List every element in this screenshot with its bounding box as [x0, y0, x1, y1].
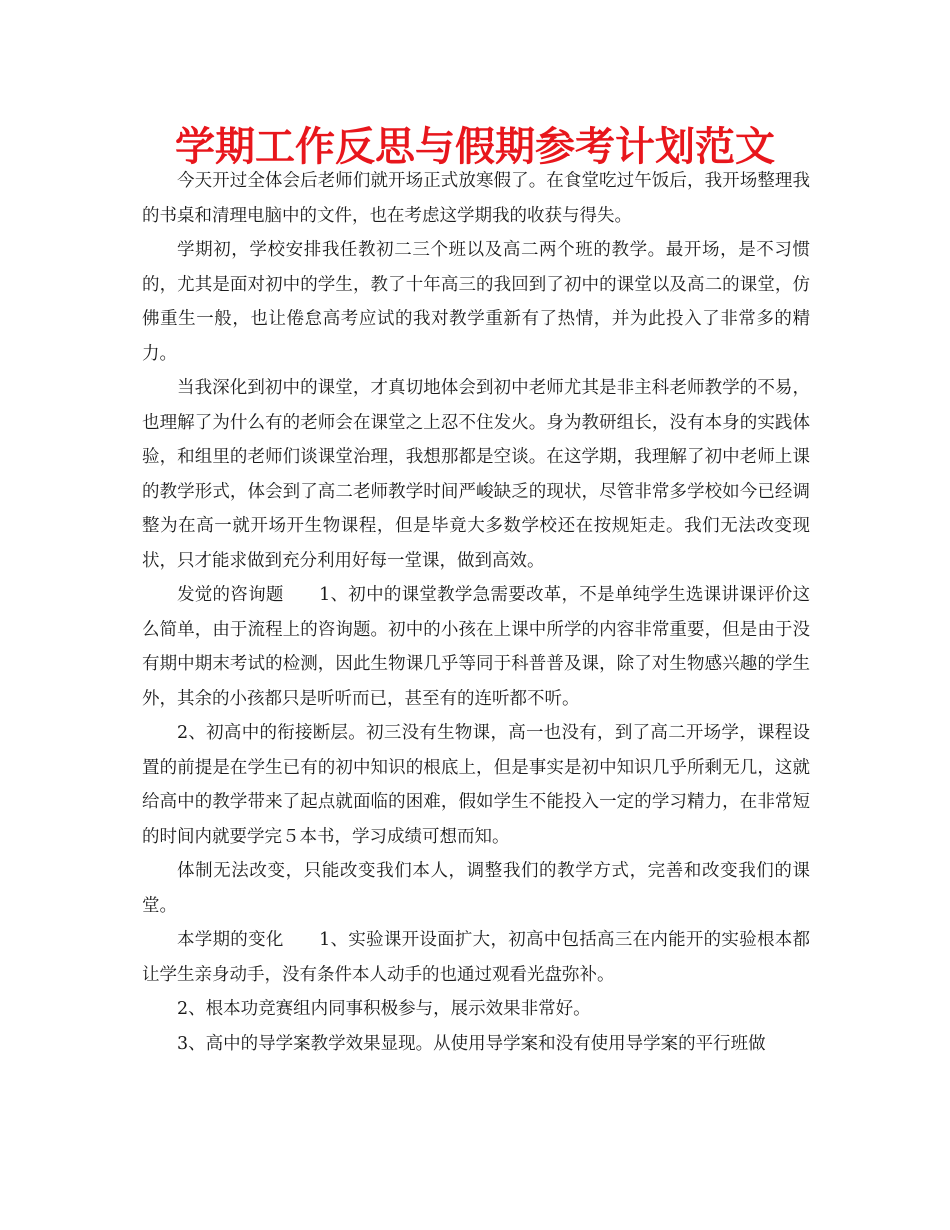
paragraph: 今天开过全体会后老师们就开场正式放寒假了。在食堂吃过午饭后，我开场整理我的书桌和清理电脑中的文件，也在考虑这学期我的收获与得失。 — [142, 171, 810, 226]
paragraph: 发觉的咨询题 1、初中的课堂教学急需要改革，不是单纯学生选课讲课评价这么简单，由于流程上的咨询题。初中的小孩在上课中所学的内容非常重要，但是由于没有期中期末考试的检测，因此生物课几乎等同于科普普及课，除了对生物感兴趣的学生外，其余的小孩都只是听听而已，甚至有的连听都不听。 — [142, 585, 810, 709]
document-title: 学期工作反思与假期参考计划范文 — [175, 124, 775, 170]
paragraph: 2、初高中的衔接断层。初三没有生物课，高一也没有，到了高二开场学，课程设置的前提是在学生已有的初中知识的根底上，但是事实是初中知识几乎所剩无几，这就给高中的教学带来了起点就面临的困难，假如学生不能投入一定的学习精力，在非常短的时间内就要学完５本书，学习成绩可想而知。 — [142, 723, 810, 847]
paragraph: 本学期的变化 1、实验课开设面扩大，初高中包括高三在内能开的实验根本都让学生亲身动手，没有条件本人动手的也通过观看光盘弥补。 — [142, 930, 810, 985]
document-body — [142, 164, 810, 1061]
paragraph: 3、高中的导学案教学效果显现。从使用导学案和没有使用导学案的平行班做 — [177, 1033, 766, 1054]
paragraph: 体制无法改变，只能改变我们本人，调整我们的教学方式，完善和改变我们的课堂。 — [142, 861, 810, 916]
paragraph: 学期初，学校安排我任教初二三个班以及高二两个班的教学。最开场，是不习惯的，尤其是面对初中的学生，教了十年高三的我回到了初中的课堂以及高二的课堂，仿佛重生一般，也让倦怠高考应试的我对教学重新有了热情，并为此投入了非常多的精力。 — [142, 240, 810, 364]
paragraph: 当我深化到初中的课堂，才真切地体会到初中老师尤其是非主科老师教学的不易，也理解了为什么有的老师会在课堂之上忍不住发火。身为教研组长，没有本身的实践体验，和组里的老师们谈课堂治理，我想那都是空谈。在这学期，我理解了初中老师上课的教学形式，体会到了高二老师教学时间严峻缺乏的现状，尽管非常多学校如今已经调整为在高一就开场开生物课程，但是毕竟大多数学校还在按规矩走。我们无法改变现状，只才能求做到充分利用好每一堂课，做到高效。 — [142, 378, 810, 571]
paragraph: 2、根本功竞赛组内同事积极参与，展示效果非常好。 — [177, 999, 591, 1019]
